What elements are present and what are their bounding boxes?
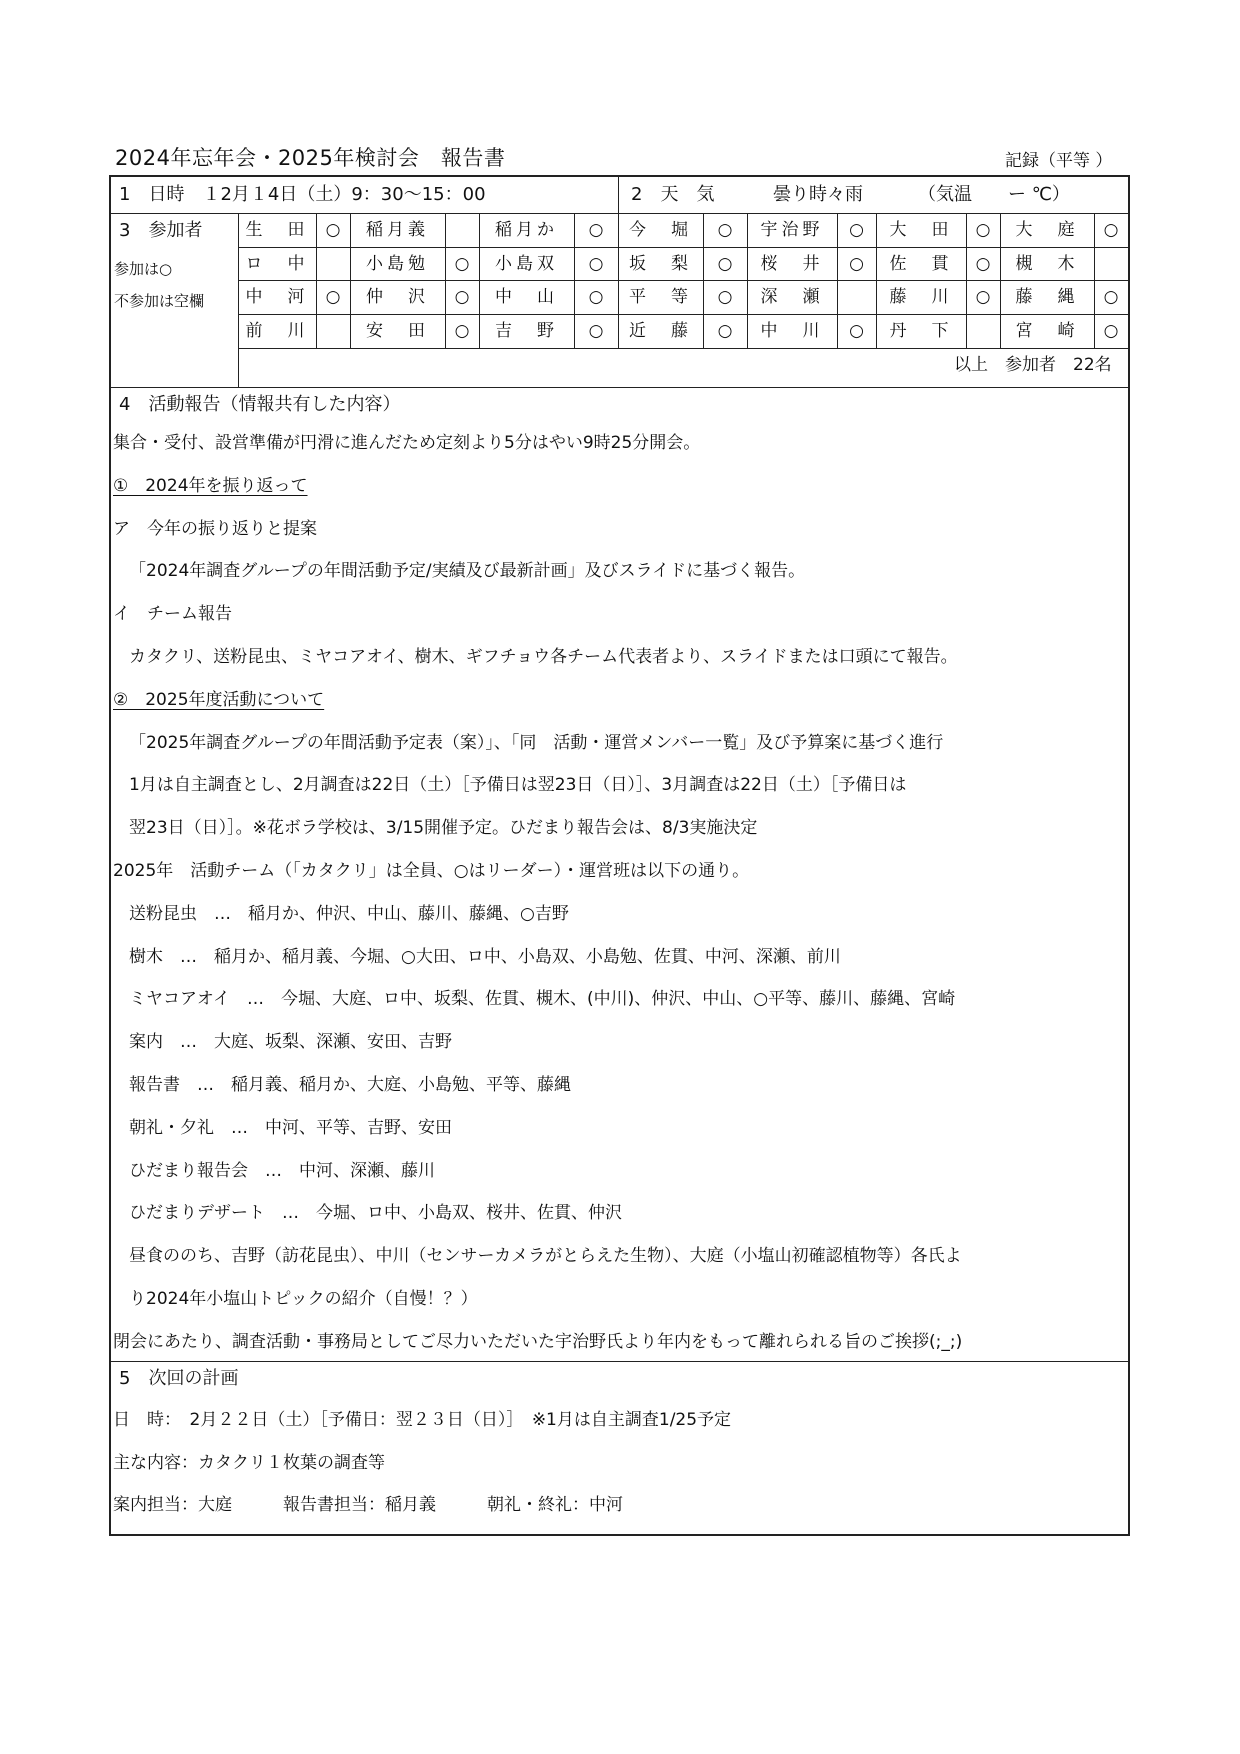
- participant-name: 丹 下: [889, 321, 953, 341]
- participant-name: ロ 中: [245, 254, 309, 274]
- activity-report-line: 「2024年調査グループの年間活動予定/実績及び最新計画」及びスライドに基づく報告。: [129, 561, 806, 582]
- participant-name: 小島双: [495, 254, 558, 274]
- divider: [618, 177, 619, 213]
- participant-name: 宇治野: [760, 220, 824, 240]
- activity-report-line: 「2025年調査グループの年間活動予定表（案）」、「同 活動・運営メンバー一覧」及び予算案に基づく進行: [129, 732, 944, 753]
- activity-report-line: 送粉昆虫 … 稲月か、仲沢、中山、藤川、藤縄、○吉野: [129, 903, 569, 924]
- activity-report-line: カタクリ、送粉昆虫、ミヤコアオイ、樹木、ギフチョウ各チーム代表者より、スライドまたは口頭にて報告。: [129, 647, 958, 667]
- participant-name: 藤 縄: [1015, 287, 1079, 307]
- next-plan-line: 日 時： 2月２２日（土）［予備日：翌２３日（日）］ ※1月は自主調査1/25予定: [113, 1410, 732, 1430]
- activity-report-line: ひだまりデザート … 今堀、ロ中、小島双、桜井、佐貫、仲沢: [129, 1203, 622, 1224]
- attendance-mark: ○: [849, 220, 864, 240]
- participant-name: 小島勉: [366, 254, 429, 274]
- activity-report-line: ミヤコアオイ … 今堀、大庭、ロ中、坂梨、佐貫、槻木、(中川)、仲沢、中山、○平等、藤川、藤縄、宮崎: [129, 989, 956, 1010]
- participants-label: 3 参加者: [119, 220, 203, 241]
- activity-report-line: イ チーム報告: [113, 604, 232, 625]
- divider: [111, 213, 1128, 214]
- attendance-mark: ○: [717, 287, 733, 307]
- attendance-mark: ○: [325, 287, 341, 307]
- report-frame: [109, 175, 1130, 1536]
- attendance-mark: ○: [975, 254, 991, 274]
- page-title: 2024年忘年会・2025年検討会 報告書: [115, 146, 506, 170]
- attendance-mark: ○: [588, 287, 604, 307]
- participant-total: 以上 参加者 22名: [954, 355, 1112, 375]
- participants-legend-attend: 参加は○: [114, 260, 173, 278]
- divider: [111, 387, 1128, 388]
- attendance-mark: ○: [975, 220, 991, 240]
- datetime-label: 1 日時 １2月１4日（土）9：30～15：00: [119, 184, 486, 205]
- attendance-mark: ○: [454, 287, 470, 307]
- temperature-label: （気温 ー ℃）: [918, 184, 1070, 205]
- attendance-mark: ○: [1103, 321, 1119, 341]
- participant-name: 桜 井: [760, 254, 824, 274]
- divider: [238, 280, 1128, 281]
- activity-report-line: 昼食ののち、吉野（訪花昆虫）、中川（センサーカメラがとらえた生物）、大庭（小塩山初確認植物等）各氏よ: [129, 1246, 962, 1267]
- participant-name: 平 等: [629, 287, 692, 307]
- participants-legend-absent: 不参加は空欄: [114, 292, 205, 310]
- participant-name: 稲月義: [366, 220, 429, 240]
- participant-name: 深 瀬: [760, 287, 824, 307]
- activity-report-line: 閉会にあたり、調査活動・事務局としてご尽力いただいた宇治野氏より年内をもって離れられる旨のご挨拶(;_;): [113, 1331, 963, 1352]
- activity-report-line: ア 今年の振り返りと提案: [113, 518, 317, 539]
- divider: [238, 314, 1128, 315]
- participant-name: 吉 野: [495, 321, 558, 341]
- activity-report-line: 翌23日（日）］。※花ボラ学校は、3/15開催予定。ひだまり報告会は、8/3実施決定: [129, 818, 758, 839]
- participant-name: 安 田: [366, 321, 429, 341]
- participant-name: 前 川: [245, 321, 309, 341]
- divider: [111, 1361, 1128, 1362]
- attendance-mark: ○: [325, 220, 341, 240]
- participant-name: 中 河: [245, 287, 309, 307]
- participant-name: 生 田: [245, 220, 309, 240]
- participant-name: 槻 木: [1015, 254, 1079, 274]
- divider: [238, 348, 1128, 349]
- participant-name: 中 川: [760, 321, 824, 341]
- next-plan-line: 案内担当：大庭 報告書担当：稲月義 朝礼・終礼：中河: [113, 1495, 623, 1515]
- participant-name: 今 堀: [629, 220, 692, 240]
- participant-name: 佐 貫: [889, 254, 953, 274]
- attendance-mark: ○: [454, 321, 470, 341]
- activity-report-line: り2024年小塩山トピックの紹介（自慢！？）: [129, 1289, 478, 1309]
- participant-name: 藤 川: [889, 287, 953, 307]
- weather-value: 曇り時々雨: [773, 184, 863, 205]
- attendance-mark: ○: [1103, 287, 1119, 307]
- attendance-mark: ○: [717, 321, 733, 341]
- participant-name: 大 庭: [1015, 220, 1079, 240]
- attendance-mark: ○: [588, 321, 604, 341]
- participant-name: 稲月か: [495, 220, 558, 240]
- activity-report-line: 案内 … 大庭、坂梨、深瀬、安田、吉野: [129, 1032, 452, 1053]
- attendance-mark: ○: [1103, 220, 1119, 240]
- attendance-mark: ○: [849, 321, 864, 341]
- participant-name: 坂 梨: [629, 254, 692, 274]
- attendance-mark: ○: [717, 254, 733, 274]
- participant-name: 宮 崎: [1015, 321, 1079, 341]
- activity-report-line: 集合・受付、設営準備が円滑に進んだため定刻より5分はやい9時25分開会。: [113, 433, 701, 453]
- divider: [238, 247, 1128, 248]
- participant-name: 近 藤: [629, 321, 692, 341]
- next-plan-line: 主な内容：カタクリ１枚葉の調査等: [113, 1452, 385, 1473]
- weather-label: 2 天 気: [631, 184, 715, 205]
- attendance-mark: ○: [975, 287, 991, 307]
- activity-report-line: ひだまり報告会 … 中河、深瀬、藤川: [129, 1160, 435, 1181]
- activity-report-line: 1月は自主調査とし、2月調査は22日（土）［予備日は翌23日（日）］、3月調査は22日（土）［予備日は: [129, 775, 907, 796]
- activity-report-heading: 4 活動報告（情報共有した内容）: [119, 394, 401, 415]
- next-plan-heading: 5 次回の計画: [119, 1368, 239, 1389]
- activity-report-line: 樹木 … 稲月か、稲月義、今堀、○大田、ロ中、小島双、小島勉、佐貫、中河、深瀬、前川: [129, 946, 841, 967]
- activity-report-line: 報告書 … 稲月義、稲月か、大庭、小島勉、平等、藤縄: [129, 1075, 571, 1095]
- activity-report-line: ② 2025年度活動について: [113, 689, 325, 710]
- activity-report-line: 2025年 活動チーム（「カタクリ」は全員、○はリーダー）・運営班は以下の通り。: [113, 861, 750, 881]
- attendance-mark: ○: [588, 254, 604, 274]
- attendance-mark: ○: [588, 220, 604, 240]
- activity-report-line: 朝礼・夕礼 … 中河、平等、吉野、安田: [129, 1117, 452, 1138]
- participant-name: 中 山: [495, 287, 558, 307]
- attendance-mark: ○: [849, 254, 864, 274]
- participant-name: 仲 沢: [366, 287, 429, 307]
- activity-report-line: ① 2024年を振り返って: [113, 475, 308, 496]
- attendance-mark: ○: [717, 220, 733, 240]
- recorder-label: 記録（平等 ）: [1005, 151, 1113, 171]
- attendance-mark: ○: [454, 254, 470, 274]
- participant-name: 大 田: [889, 220, 953, 240]
